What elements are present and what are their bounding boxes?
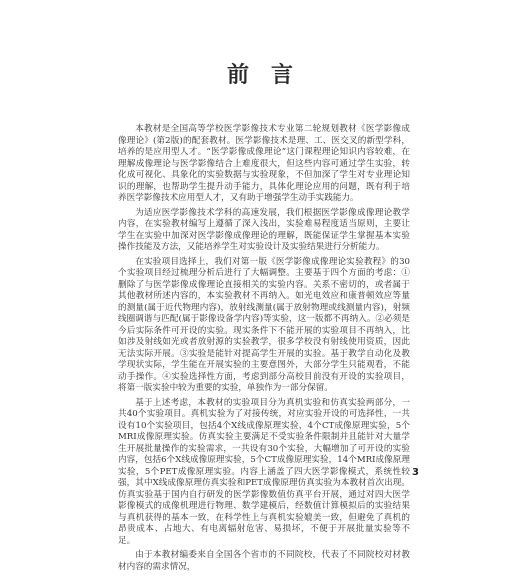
paragraph: 为适应医学影像技术学科的高速发展，我们根据医学影像成像理论教学内容，在实验教材编写上遵循了深入浅出，实验难易程度适当原则，主要让学生在实验中加深对医学影像成像理论的理解，既能保证学生掌握基本实验操作技能及方法，又能培养学生对实验设计及实验结果进行分析能力。 [118, 207, 410, 252]
page-title: 前言 [226, 63, 315, 88]
paragraph: 本教材是全国高等学校医学影像技术专业第二轮规划教材《医学影像成像理论》(第2版)的配套教材。医学影像技术是理、工、医交叉的新型学科，培养的是应用型人才。“医学影像成像理论”这门课程理论知识内容较难，在理解成像理论与医学影像结合上难度很大，但这些内容可通过学生实验，转化成可视化、具象化的实验数据与实验现象，不但加深了学生对专业理论知识的理解，也帮助学生提升动手能力，具体化理论应用的问题，既有利于培养医学影像技术应用型人才，又有助于增强学生动手实践能力。 [118, 124, 410, 203]
paragraph: 基于上述考虑，本教材的实验项目分为真机实验和仿真实验两部分，一共40个实验项目。真机实验为了对接传统，对应实验开设的可选择性，一共设有10个实验项目，包括4个X线成像原理实验，4个CT成像原理实验，5个MRI成像原理实验。仿真实验主要满足不受实验条件限制并且能针对大量学生开展批量操作的实验需求，一共设有30个实验，大幅增加了可开设的实验内容，包括6个X线成像原理实验，5个CT成像原理实验，14个MRI成像原理实验，5个PET成像原理实验。内容上涵盖了四大医学影像模式，系统性较强，其中X线成像原理仿真实验和PET成像原理仿真实验为本教材首次出现。仿真实验基于国内自行研发的医学影像数值仿真平台开展，通过对四大医学影像模式的成像机理进行物理、数学建模后，经数值计算模拟后的实验结果与真机获得的基本一致，在科学性上与真机实验媲美一致，但避免了真机的昂贵成本、占地大、有电离辐射危害、易损坏，不便于开展批量实验等不足。 [118, 397, 410, 546]
body-text [118, 124, 410, 576]
paragraph: 由于本教材编委来自全国各个省市的不同院校，代表了不同院校对材教材内容的需求情况， [118, 550, 410, 572]
paragraph: 在实验项目选择上，我们对第一版《医学影像成像理论实验教程》的30个实验项目经过梳理分析后进行了大幅调整。主要基于四个方面的考虑：①删除了与医学影像成像理论直接相关的实验内容。关系不密切的，或者属于其他教材所述内容的，本实验教材不再纳入。如光电效应和康普顿效应等量的测量(属于近代物理内容)，放射线测量(属于放射物理或线测量内容)，射频线圈调谐与匹配(属于影像设备学内容)等实验，这一版都不再纳入。②必须是今后实际条件可开设的实验。现实条件下不能开展的实验项目不再纳入，比如涉及射线如光或者放射源的实验教学，很多学校没有射线使用资质，因此无法实际开展。③实验是能针对提高学生开展的实验。基于教学自动化及教学现状实际，学生能在开展实验的主要意图外，大部分学生只能观看，不能动手操作。④实验选择性方面，考虑到部分高校目前没有开设的实验项目，将第一版实验中较为重要的实验，单独作为一部分保留。 [118, 256, 410, 393]
page-number: 3 [412, 467, 419, 478]
